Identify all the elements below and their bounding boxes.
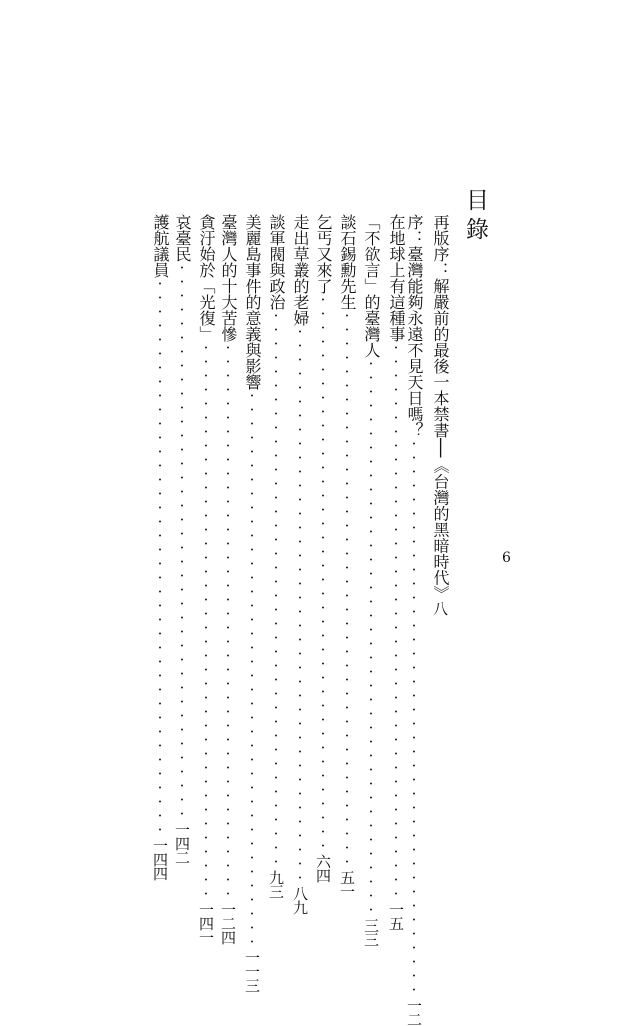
toc-entry-title: 護航議員: [151, 214, 170, 278]
toc-entry-page: 一一三: [243, 950, 261, 992]
toc-entry: [172, 214, 192, 864]
toc-entry: [337, 214, 357, 898]
toc-leader-dots: ・・・・・・・・・・・・・・・・・・・・・・・・・・・・・・・・・・・・・・・・: [293, 326, 306, 886]
toc-entry: [313, 214, 333, 882]
toc-entry: [266, 214, 286, 898]
toc-entry-page: 八九: [291, 886, 309, 914]
toc-entry: [242, 214, 262, 992]
toc-leader-dots: ・・・・・・・・・・・・・・・・・・・・・・・・・・・・・・・・・・・・・・・・: [407, 438, 420, 998]
toc-entry: [218, 214, 238, 944]
toc-entry-page: 八: [431, 601, 449, 616]
toc-entry-page: 五一: [338, 870, 356, 898]
toc-entry-title: 再版序：解嚴前的最後一本禁書──《台灣的黑暗時代》: [431, 214, 450, 602]
toc-leader-dots: ・・・・・・・・・・・・・・・・・・・・・・・・・・・・・・・・・・・・・・・・: [269, 310, 282, 870]
toc-entry-title: 哀臺民: [173, 214, 192, 262]
toc-leader-dots: ・・・・・・・・・・・・・・・・・・・・・・・・・・・・・・・・・・・・・・・・: [389, 342, 402, 902]
toc-entry: [361, 214, 381, 946]
toc-entry-title: 「不欲言」的臺灣人: [362, 214, 381, 358]
toc-entry-title: 在地球上有這種事: [387, 214, 406, 342]
toc-entry-page: 一二四: [219, 902, 237, 944]
toc-leader-dots: ・・・・・・・・・・・・・・・・・・・・・・・・・・・・・・・・・・・・・・・・: [316, 294, 329, 854]
toc-leader-dots: ・・・・・・・・・・・・・・・・・・・・・・・・・・・・・・・・・・・・・・・・: [245, 390, 258, 950]
toc-entry-title: 乞丐又來了: [314, 214, 333, 294]
toc-entry: [150, 214, 170, 880]
toc-entry-page: 一五: [387, 902, 405, 930]
toc-leader-dots: ・・・・・・・・・・・・・・・・・・・・・・・・・・・・・・・・・・・・・・・・: [364, 358, 377, 918]
toc-entry-title: 序：臺灣能夠永遠不見天日嗎？: [405, 214, 424, 438]
toc-leader-dots: ・・・・・・・・・・・・・・・・・・・・・・・・・・・・・・・・・・・・・・・・: [175, 262, 188, 822]
toc-entry-title: 走出草叢的老婦: [291, 214, 310, 326]
toc-leader-dots: ・・・・・・・・・・・・・・・・・・・・・・・・・・・・・・・・・・・・・・・・: [199, 342, 212, 902]
toc-entry-page: 一二: [405, 998, 423, 1026]
table-of-contents: [0, 214, 640, 1026]
toc-entry-page: 九三: [267, 870, 285, 898]
toc-entry: [430, 214, 450, 616]
toc-leader-dots: ・・・・・・・・・・・・・・・・・・・・・・・・・・・・・・・・・・・・・・・・: [340, 310, 353, 870]
toc-entry-page: 一四一: [197, 902, 215, 944]
toc-entry-title: 貪汙始於「光復」: [197, 214, 216, 342]
toc-leader-dots: ・・・・・・・・・・・・・・・・・・・・・・・・・・・・・・・・・・・・・・・・: [153, 278, 166, 838]
toc-entry-page: 六四: [314, 854, 332, 882]
toc-entry: [404, 214, 424, 1026]
toc-entry-page: 一四四: [151, 838, 169, 880]
toc-entry-page: 三三: [362, 918, 380, 946]
toc-leader-dots: ・・・・・・・・・・・・・・・・・・・・・・・・・・・・・・・・・・・・・・・・: [221, 342, 234, 902]
toc-entry: [386, 214, 406, 930]
page-number: 6: [502, 550, 511, 566]
toc-entry-title: 臺灣人的十大苦慘: [219, 214, 238, 342]
toc-entry-page: 一四二: [173, 822, 191, 864]
toc-entry-title: 談石錫勳先生: [338, 214, 357, 310]
toc-entry-title: 談軍閥與政治: [267, 214, 286, 310]
toc-entry: [196, 214, 216, 944]
page-title: 目錄: [462, 188, 488, 246]
toc-entry-title: 美麗島事件的意義與影響: [243, 214, 262, 390]
toc-entry: [290, 214, 310, 914]
